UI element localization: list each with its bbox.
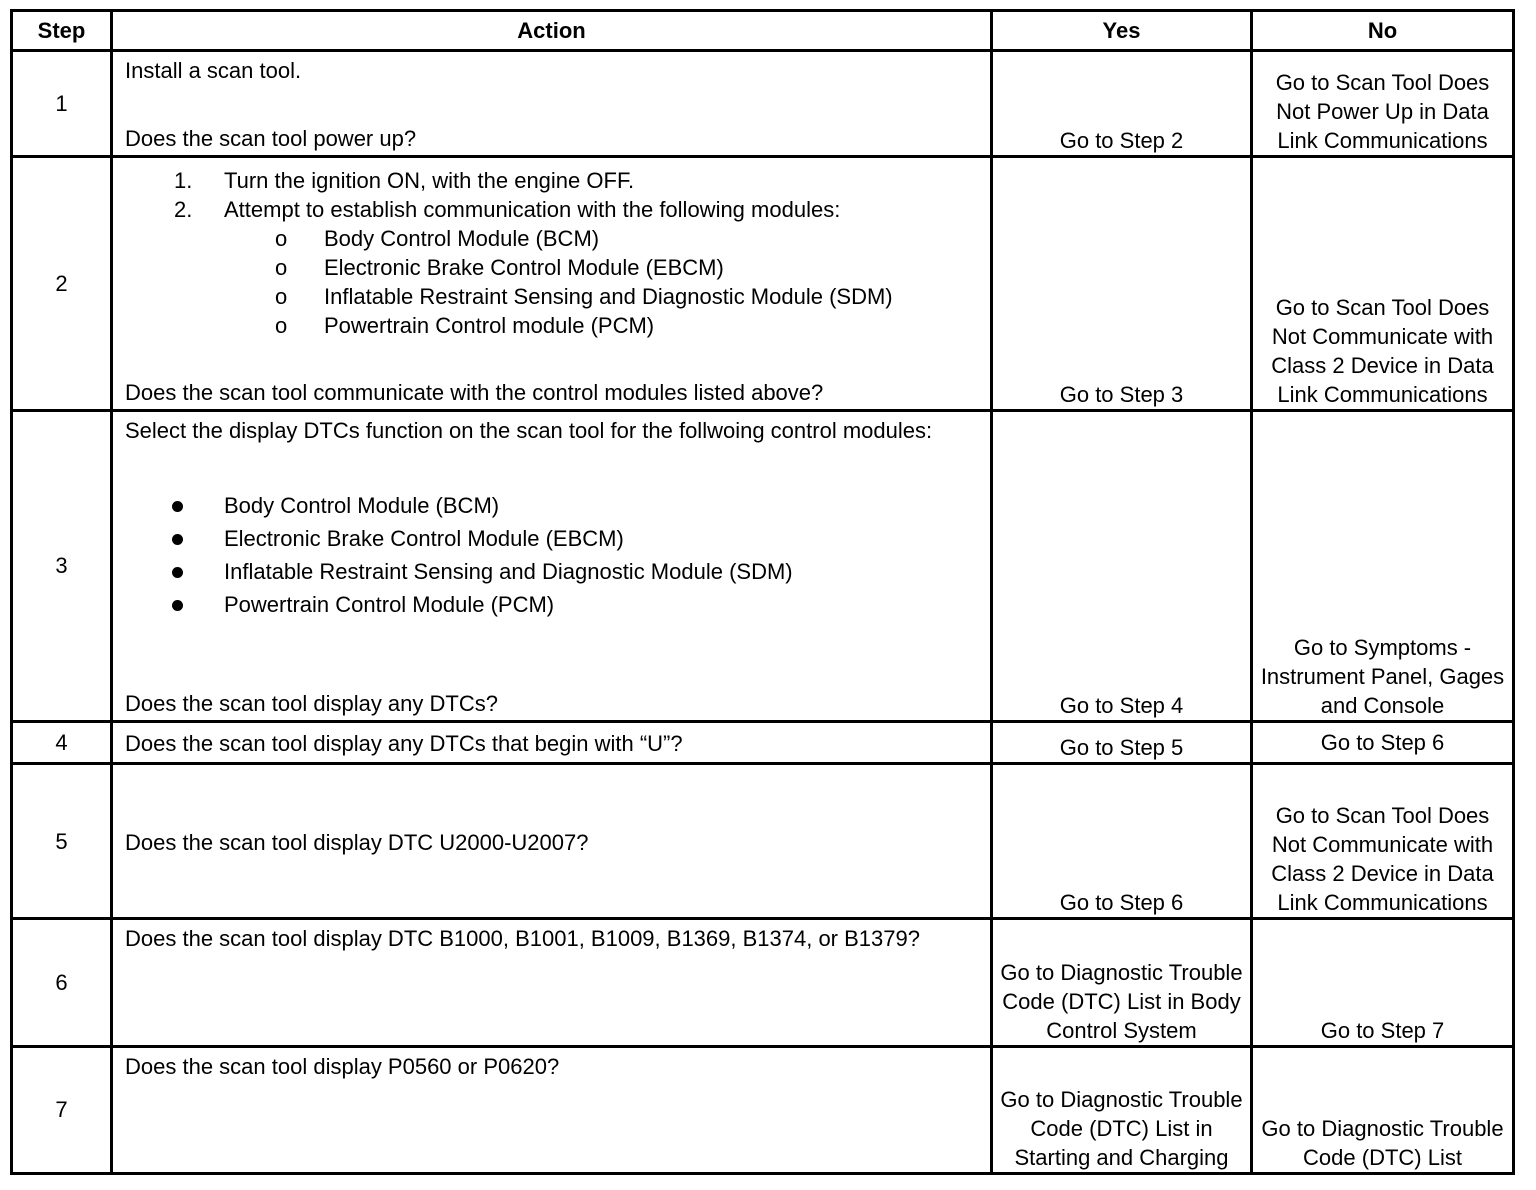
instruction-text: Install a scan tool. bbox=[125, 58, 302, 83]
list-item bbox=[125, 489, 978, 522]
bullet-icon bbox=[172, 600, 183, 611]
table-row bbox=[12, 51, 1514, 157]
circle-bullet-icon: o bbox=[275, 313, 288, 339]
list-item-text: Inflatable Restraint Sensing and Diagnostic Module (SDM) bbox=[224, 558, 793, 584]
list-item bbox=[125, 588, 978, 621]
yes-cell: Go to Diagnostic Trouble Code (DTC) List in Starting and Charging bbox=[992, 1046, 1252, 1173]
no-cell: Go to Diagnostic Trouble Code (DTC) List bbox=[1252, 1046, 1514, 1173]
question-text: Does the scan tool display P0560 or P0620? bbox=[125, 1053, 560, 1079]
no-cell: Go to Step 6 bbox=[1252, 721, 1514, 763]
table-row bbox=[12, 721, 1514, 763]
yes-cell: Go to Step 2 bbox=[992, 51, 1252, 157]
step-number: 5 bbox=[12, 763, 112, 918]
no-cell: Go to Scan Tool Does Not Communicate with Class 2 Device in Data Link Communications bbox=[1252, 157, 1514, 411]
list-item bbox=[125, 555, 978, 588]
list-number: 2. bbox=[174, 197, 193, 223]
question-text: Does the scan tool display DTC B1000, B1001, B1009, B1369, B1374, or B1379? bbox=[125, 926, 920, 952]
list-item bbox=[125, 195, 978, 224]
table-row bbox=[12, 919, 1514, 1046]
action-cell bbox=[112, 51, 992, 157]
no-cell: Go to Symptoms - Instrument Panel, Gages and Console bbox=[1252, 410, 1514, 721]
header-action: Action bbox=[112, 11, 992, 51]
list-item bbox=[125, 166, 978, 195]
module-list bbox=[125, 489, 978, 621]
yes-cell: Go to Step 4 bbox=[992, 410, 1252, 721]
list-item-text: Body Control Module (BCM) bbox=[224, 492, 500, 518]
step-number: 3 bbox=[12, 410, 112, 721]
question-text: Does the scan tool communicate with the control modules listed above? bbox=[125, 379, 824, 405]
question-text: Does the scan tool display any DTCs? bbox=[125, 690, 498, 716]
yes-cell: Go to Step 3 bbox=[992, 157, 1252, 411]
table-row bbox=[12, 1046, 1514, 1173]
question-text: Does the scan tool power up? bbox=[125, 126, 417, 152]
table-row bbox=[12, 763, 1514, 918]
list-item-text: Powertrain Control Module (PCM) bbox=[224, 591, 555, 617]
list-item bbox=[125, 522, 978, 555]
list-item bbox=[125, 311, 978, 340]
step-number: 6 bbox=[12, 919, 112, 1046]
numbered-list bbox=[125, 166, 978, 224]
circle-bullet-icon: o bbox=[275, 284, 288, 310]
step-number: 4 bbox=[12, 721, 112, 763]
no-cell: Go to Scan Tool Does Not Power Up in Data Link Communications bbox=[1252, 51, 1514, 157]
circle-bullet-icon: o bbox=[275, 255, 288, 281]
instruction-text: Select the display DTCs function on the scan tool for the follwoing control modules: bbox=[125, 417, 933, 443]
list-item bbox=[125, 224, 978, 253]
yes-cell: Go to Step 5 bbox=[992, 721, 1252, 763]
no-cell: Go to Scan Tool Does Not Communicate with Class 2 Device in Data Link Communications bbox=[1252, 763, 1514, 918]
list-item bbox=[125, 282, 978, 311]
action-cell bbox=[112, 919, 992, 1046]
list-item-text: Turn the ignition ON, with the engine OFF. bbox=[224, 168, 635, 194]
header-no: No bbox=[1252, 11, 1514, 51]
question-text: Does the scan tool display DTC U2000-U2007? bbox=[125, 829, 589, 855]
list-item-text: Body Control Module (BCM) bbox=[324, 226, 600, 252]
header-step: Step bbox=[12, 11, 112, 51]
step-number: 1 bbox=[12, 51, 112, 157]
table-row bbox=[12, 157, 1514, 411]
list-item-text: Inflatable Restraint Sensing and Diagnostic Module (SDM) bbox=[324, 284, 893, 310]
list-item-text: Electronic Brake Control Module (EBCM) bbox=[224, 525, 624, 551]
header-yes: Yes bbox=[992, 11, 1252, 51]
list-item-text: Powertrain Control module (PCM) bbox=[324, 313, 655, 339]
list-number: 1. bbox=[174, 168, 193, 194]
question-text: Does the scan tool display any DTCs that begin with “U”? bbox=[125, 730, 683, 756]
action-cell bbox=[112, 410, 992, 721]
bullet-icon bbox=[172, 534, 183, 545]
list-item-text: Attempt to establish communication with the following modules: bbox=[224, 197, 841, 223]
table-row bbox=[12, 410, 1514, 721]
yes-cell: Go to Diagnostic Trouble Code (DTC) List in Body Control System bbox=[992, 919, 1252, 1046]
header-row bbox=[12, 11, 1514, 51]
circle-bullet-icon: o bbox=[275, 226, 288, 252]
diagnostic-table bbox=[10, 9, 1515, 1175]
bullet-icon bbox=[172, 567, 183, 578]
action-cell bbox=[112, 157, 992, 411]
list-item bbox=[125, 253, 978, 282]
no-cell: Go to Step 7 bbox=[1252, 919, 1514, 1046]
action-cell bbox=[112, 763, 992, 918]
yes-cell: Go to Step 6 bbox=[992, 763, 1252, 918]
module-list bbox=[125, 224, 978, 340]
action-cell bbox=[112, 1046, 992, 1173]
step-number: 7 bbox=[12, 1046, 112, 1173]
list-item-text: Electronic Brake Control Module (EBCM) bbox=[324, 255, 724, 281]
bullet-icon bbox=[172, 501, 183, 512]
action-cell bbox=[112, 721, 992, 763]
step-number: 2 bbox=[12, 157, 112, 411]
